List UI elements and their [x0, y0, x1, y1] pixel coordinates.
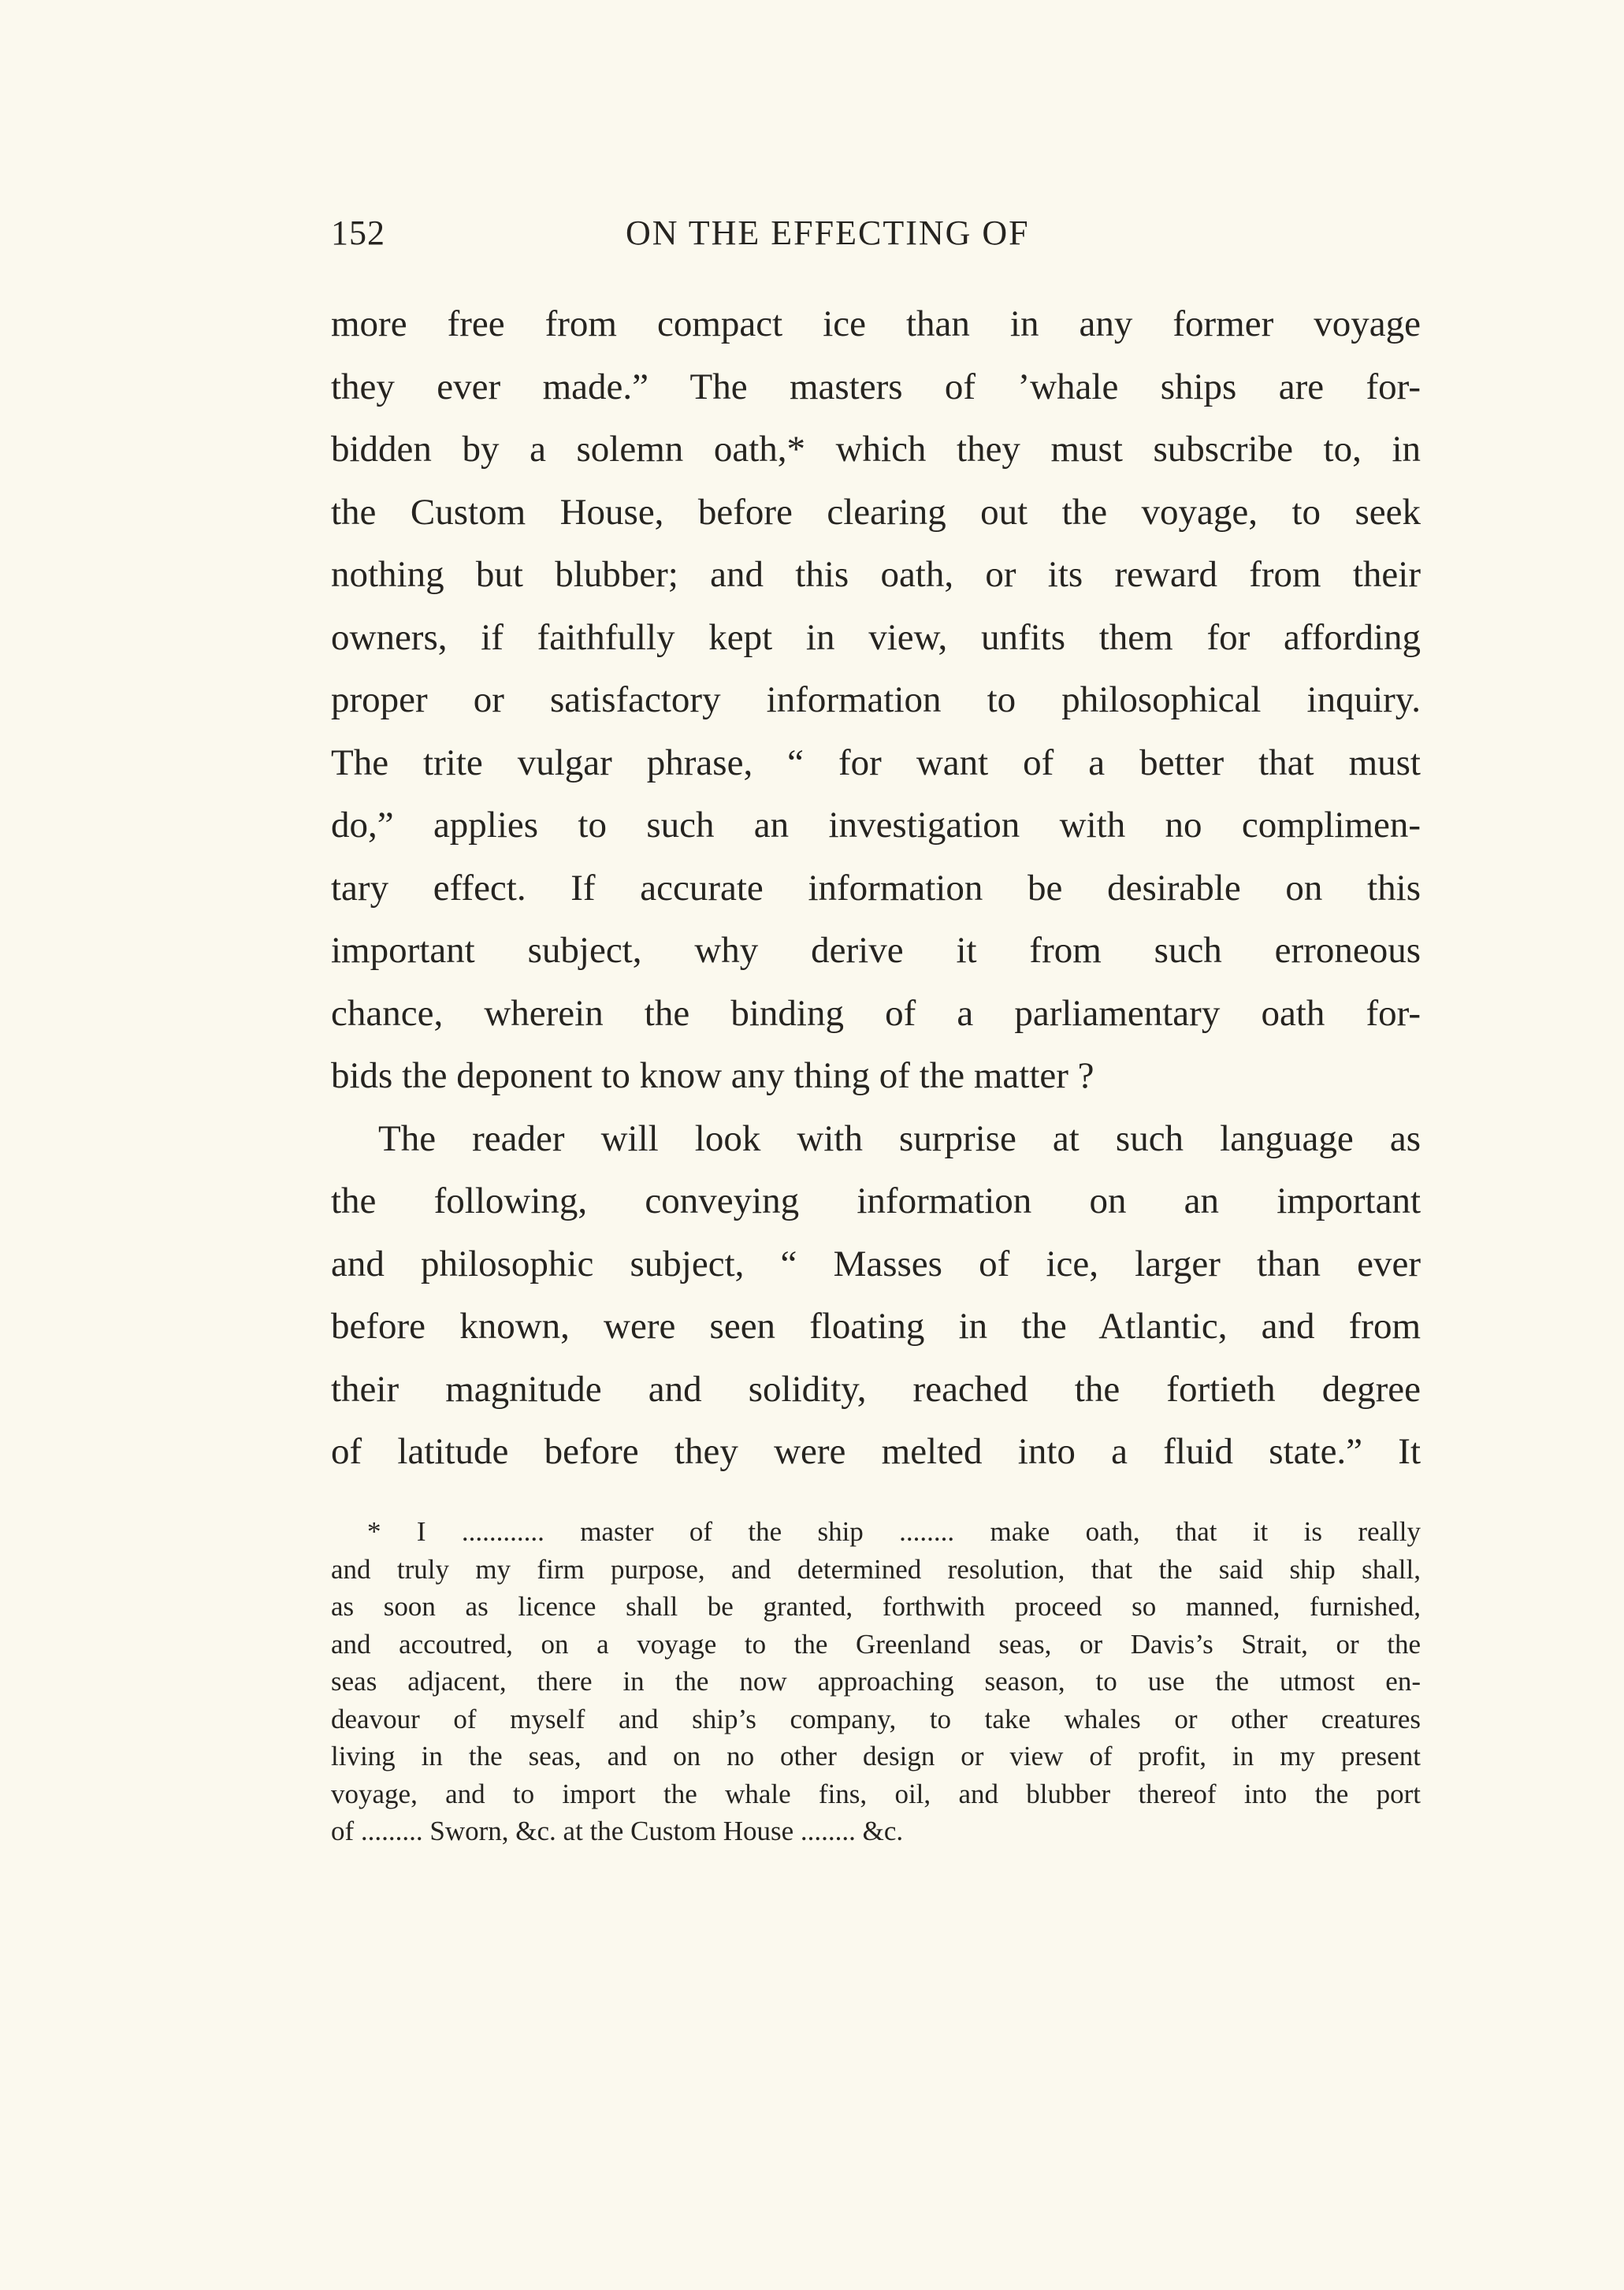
footnote-line: voyage, and to import the whale fins, oil, and blubber thereof into the port [331, 1778, 1421, 1809]
footnote-line: of ......... Sworn, &c. at the Custom House ........ &c. [331, 1816, 904, 1846]
footnote-line: * I ............ master of the ship ........ make oath, that it is really [367, 1516, 1421, 1547]
running-title: ON THE EFFECTING OF [626, 214, 1030, 252]
text-line: do,” applies to such an investigation with no complimen- [331, 805, 1421, 846]
text-line: tary effect. If accurate information be desirable on this [331, 867, 1421, 909]
text-line: bids the deponent to know any thing of the matter ? [331, 1055, 1094, 1096]
text-line: the Custom House, before clearing out the voyage, to seek [331, 491, 1421, 533]
text-line: owners, if faithfully kept in view, unfits them for affording [331, 616, 1421, 658]
footnote [331, 1513, 1421, 1850]
footnote-line: living in the seas, and on no other design or view of profit, in my present [331, 1741, 1421, 1771]
page-number: 152 [331, 214, 385, 252]
main-text [331, 293, 1421, 1484]
text-line: more free from compact ice than in any former voyage [331, 303, 1421, 344]
text-line: proper or satisfactory information to philosophical inquiry. [331, 679, 1421, 720]
text-line: their magnitude and solidity, reached the fortieth degree [331, 1368, 1421, 1410]
footnote-line: as soon as licence shall be granted, forthwith proceed so manned, furnished, [331, 1591, 1421, 1622]
footnote-line: and accoutred, on a voyage to the Greenland seas, or Davis’s Strait, or the [331, 1628, 1421, 1660]
text-line: the following, conveying information on an important [331, 1180, 1421, 1221]
footnote-line: seas adjacent, there in the now approaching season, to use the utmost en- [331, 1666, 1421, 1697]
text-line: important subject, why derive it from such erroneous [331, 930, 1421, 971]
text-line: before known, were seen floating in the Atlantic, and from [331, 1306, 1421, 1347]
text-line: they ever made.” The masters of ’whale ships are for- [331, 366, 1421, 407]
text-line: The reader will look with surprise at such language as [378, 1117, 1421, 1159]
text-line: bidden by a solemn oath,* which they must subscribe to, in [331, 429, 1421, 470]
text-line: nothing but blubber; and this oath, or its reward from their [331, 554, 1421, 595]
text-line: and philosophic subject, “ Masses of ice, larger than ever [331, 1243, 1421, 1284]
footnote-line: deavour of myself and ship’s company, to take whales or other creatures [331, 1703, 1421, 1734]
text-line: chance, wherein the binding of a parliamentary oath for- [331, 992, 1421, 1034]
footnote-line: and truly my firm purpose, and determined resolution, that the said ship shall, [331, 1553, 1421, 1585]
page-header [331, 213, 1418, 268]
text-line: of latitude before they were melted into a fluid state.” It [331, 1431, 1421, 1472]
text-line: The trite vulgar phrase, “ for want of a better that must [331, 742, 1421, 783]
